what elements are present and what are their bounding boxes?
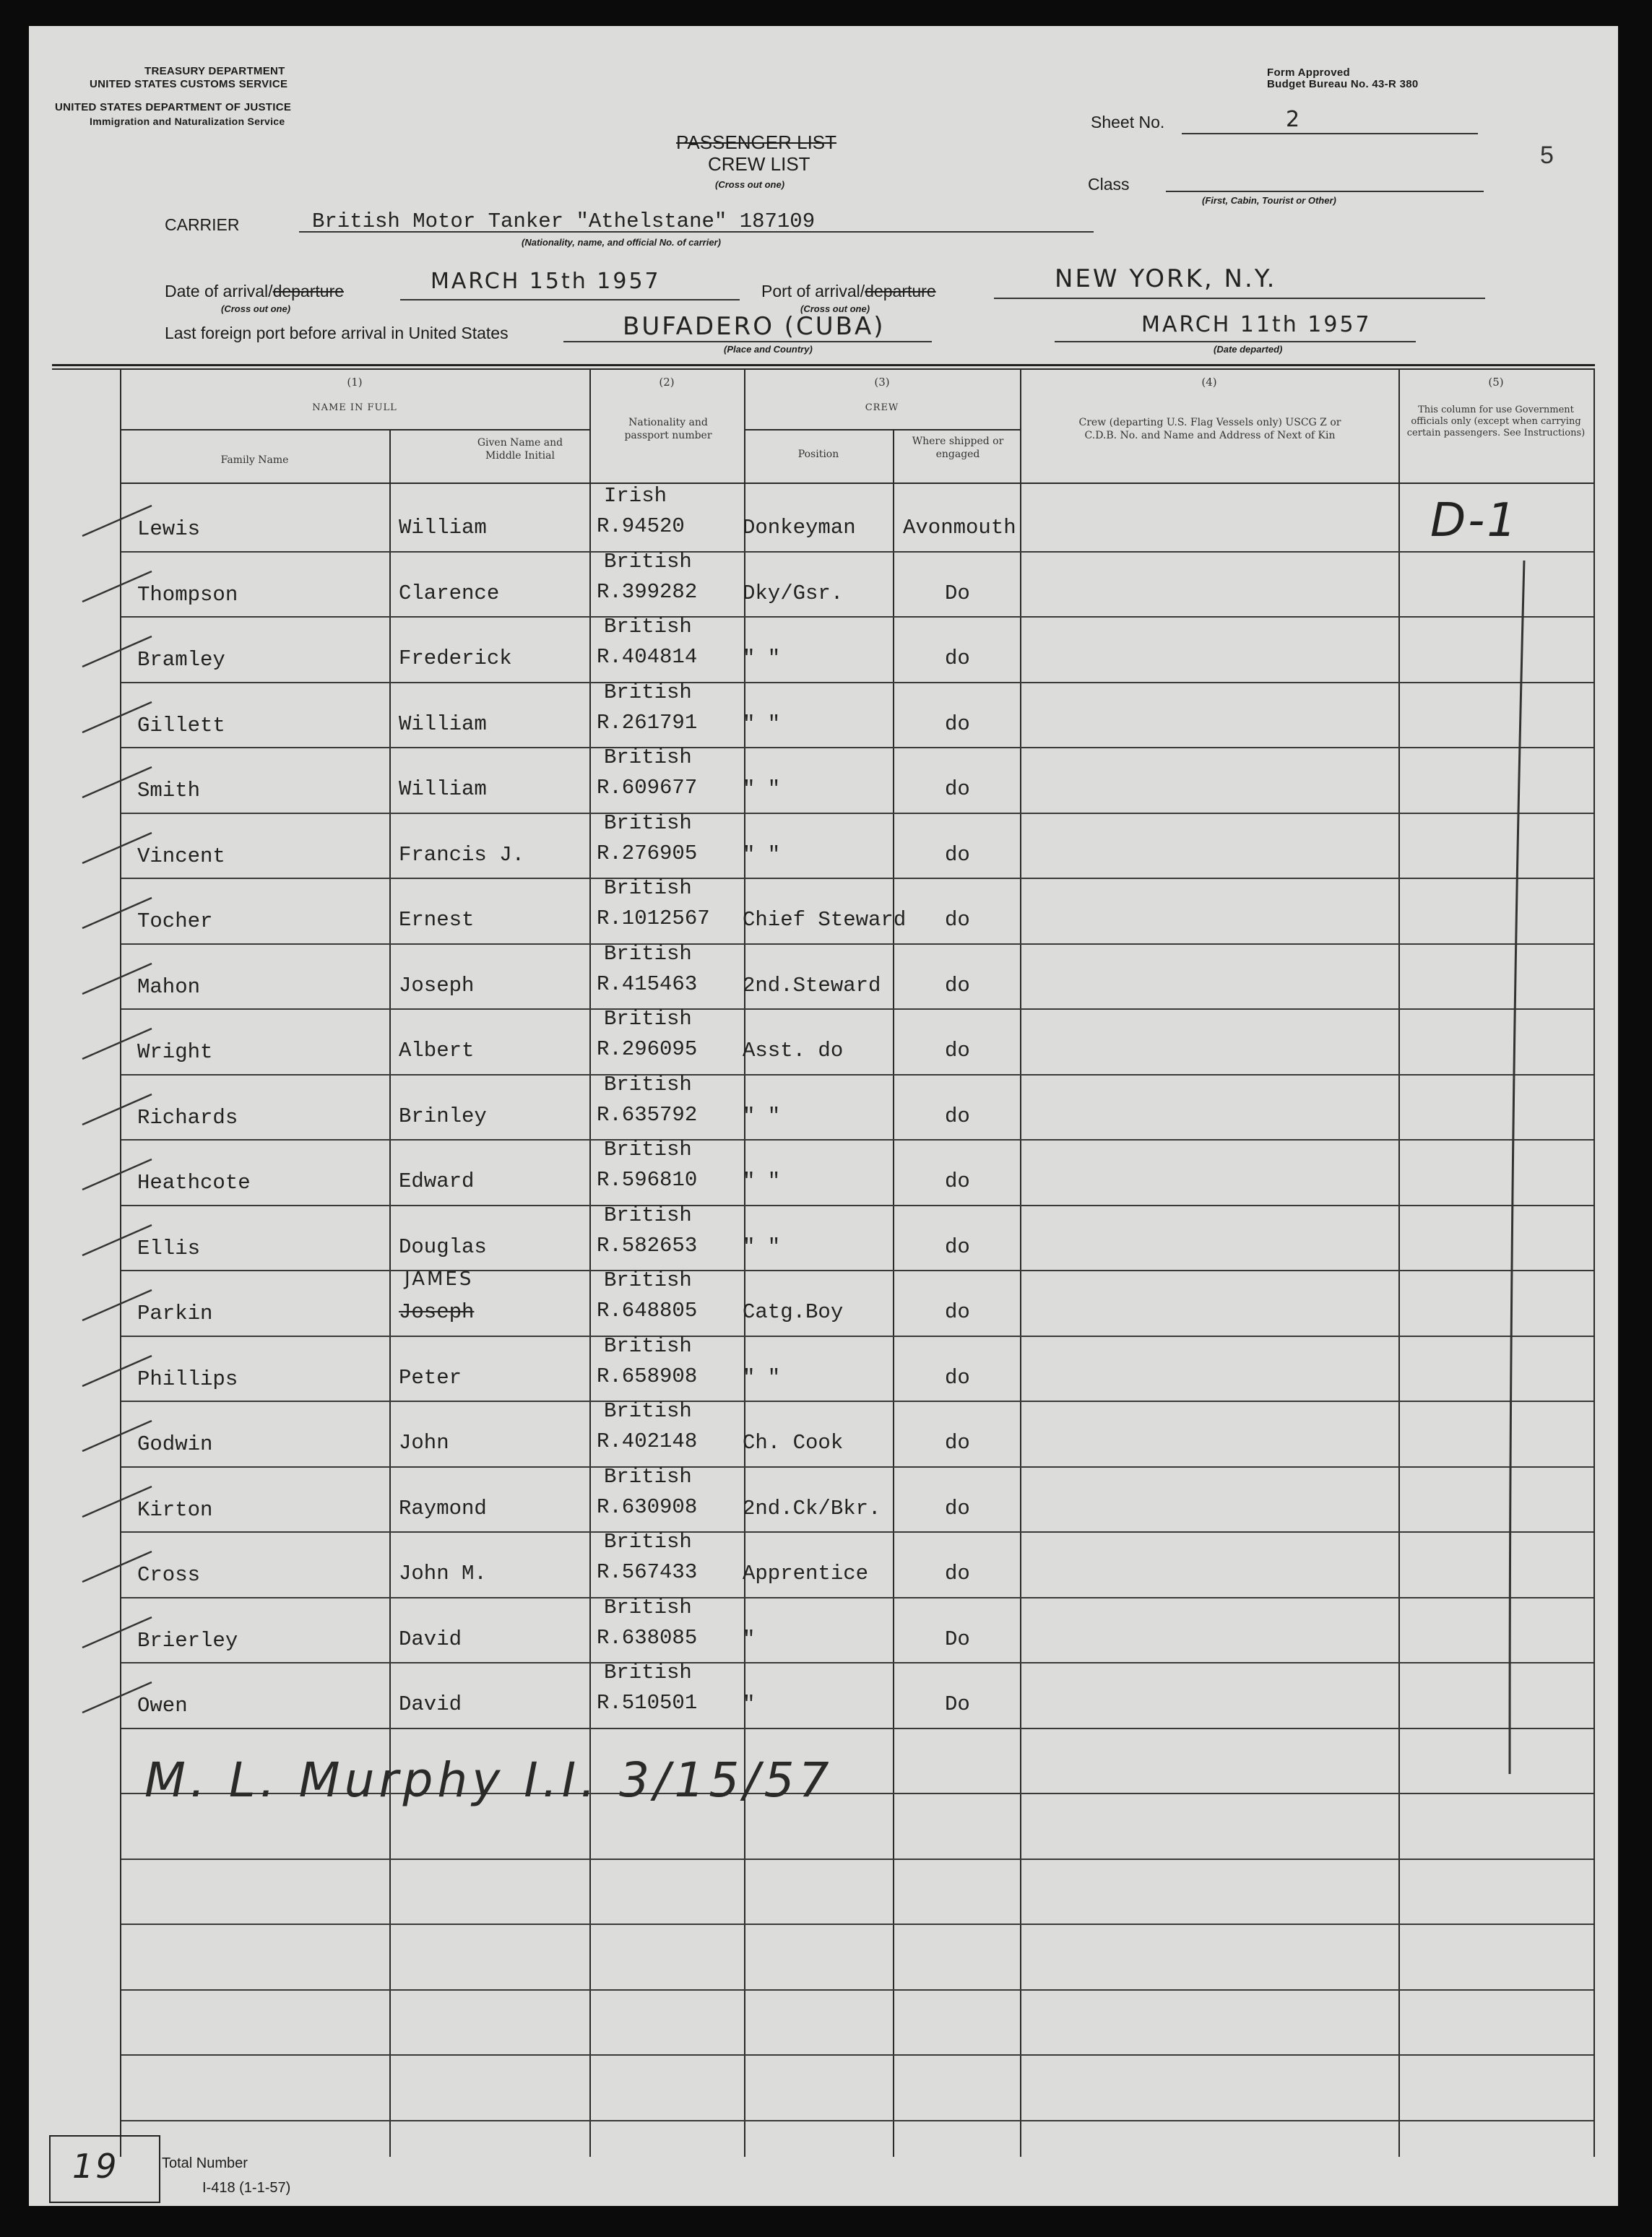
given-name: David bbox=[399, 1692, 462, 1716]
table-row-rule bbox=[121, 1466, 1593, 1468]
class-label: Class bbox=[1088, 175, 1130, 194]
form-approved: Form Approved bbox=[1267, 66, 1351, 79]
where-shipped: do bbox=[945, 1234, 970, 1259]
nationality: British bbox=[604, 549, 692, 574]
page-number: 5 bbox=[1540, 142, 1554, 169]
table-row-rule bbox=[121, 813, 1593, 814]
check-mark-icon bbox=[79, 1154, 159, 1197]
check-mark-icon bbox=[79, 1481, 159, 1524]
position: Apprentice bbox=[743, 1562, 869, 1585]
passport-number: R.261791 bbox=[597, 710, 698, 735]
position: Asst. do bbox=[743, 1039, 844, 1063]
where-shipped: do bbox=[945, 1039, 970, 1063]
place-hint: (Place and Country) bbox=[724, 344, 813, 355]
date-departed-hint: (Date departed) bbox=[1214, 344, 1283, 355]
crew-list-title: CREW LIST bbox=[708, 153, 810, 175]
date-underline bbox=[400, 299, 740, 300]
carrier-value: British Motor Tanker "Athelstane" 187109 bbox=[312, 209, 816, 233]
where-shipped: Do bbox=[945, 1627, 970, 1651]
family-name: Heathcote bbox=[137, 1171, 251, 1195]
where-shipped: do bbox=[945, 1104, 970, 1128]
col-border-family-given bbox=[389, 430, 391, 2157]
passport-number: R.399282 bbox=[597, 579, 698, 604]
given-name: William bbox=[399, 516, 487, 540]
given-name: William bbox=[399, 777, 487, 801]
col5-number: (5) bbox=[1488, 376, 1504, 389]
col4-number: (4) bbox=[1201, 376, 1217, 389]
col-border-2-3 bbox=[744, 368, 745, 2157]
nationality: British bbox=[604, 1464, 692, 1489]
nationality: British bbox=[604, 1333, 692, 1358]
passport-number: R.635792 bbox=[597, 1102, 698, 1127]
table-row-rule bbox=[121, 1401, 1593, 1402]
date-label bbox=[165, 282, 344, 301]
table-row-rule bbox=[121, 1336, 1593, 1337]
nationality: British bbox=[604, 745, 692, 769]
nationality: British bbox=[604, 941, 692, 966]
check-mark-icon bbox=[79, 1219, 159, 1263]
check-mark-icon bbox=[79, 761, 159, 805]
col3-number: (3) bbox=[874, 376, 890, 389]
where-shipped: do bbox=[945, 1431, 970, 1455]
col-border-3-4 bbox=[1020, 368, 1021, 2157]
sheet-number: 2 bbox=[1286, 107, 1302, 132]
col3-title: CREW bbox=[865, 402, 899, 413]
family-name: Cross bbox=[137, 1563, 201, 1587]
col-border-right bbox=[1593, 368, 1595, 2157]
check-mark-icon bbox=[79, 1611, 159, 1655]
nationality: British bbox=[604, 1007, 692, 1031]
table-row-rule bbox=[121, 1597, 1593, 1598]
family-name: Lewis bbox=[137, 517, 201, 541]
sheet-label: Sheet No. bbox=[1091, 113, 1165, 131]
where-shipped: do bbox=[945, 1300, 970, 1324]
passport-number: R.596810 bbox=[597, 1168, 698, 1192]
port-cross-hint: (Cross out one) bbox=[800, 303, 870, 314]
crew-list-form bbox=[29, 26, 1618, 2206]
col5-title: This column for use Government officials only (except when carrying certain passengers. See Instructions) bbox=[1406, 404, 1586, 438]
check-mark-icon bbox=[79, 1089, 159, 1132]
col-border-position-where bbox=[893, 430, 894, 2157]
where-shipped: Do bbox=[945, 1692, 970, 1716]
check-mark-icon bbox=[79, 1284, 159, 1328]
given-name: Raymond bbox=[399, 1496, 487, 1520]
position: " " bbox=[743, 1365, 781, 1390]
passport-number: R.415463 bbox=[597, 972, 698, 996]
family-name: Tocher bbox=[137, 909, 213, 933]
passenger-list-struck: PASSENGER LIST bbox=[676, 131, 837, 153]
agency-line-4: Immigration and Naturalization Service bbox=[90, 116, 285, 127]
sheet-underline bbox=[1182, 133, 1478, 134]
given-name: William bbox=[399, 711, 487, 736]
nationality: British bbox=[604, 1072, 692, 1096]
nationality: British bbox=[604, 1530, 692, 1554]
cross-out-hint: (Cross out one) bbox=[715, 179, 785, 190]
position: " bbox=[743, 1692, 756, 1716]
family-name: Vincent bbox=[137, 844, 225, 868]
passport-number: R.582653 bbox=[597, 1233, 698, 1258]
carrier-hint: (Nationality, name, and official No. of carrier) bbox=[522, 237, 721, 248]
where-shipped: do bbox=[945, 1365, 970, 1390]
nationality: British bbox=[604, 615, 692, 639]
date-value: MARCH 15th 1957 bbox=[431, 269, 661, 294]
col-given-name: Given Name and Middle Initial bbox=[477, 437, 563, 462]
table-row-rule bbox=[121, 1270, 1593, 1271]
position: Catg.Boy bbox=[743, 1300, 844, 1324]
check-mark-icon bbox=[79, 1546, 159, 1589]
given-name: Ernest bbox=[399, 908, 475, 932]
family-name: Ellis bbox=[137, 1236, 201, 1260]
check-mark-icon bbox=[79, 566, 159, 609]
table-row-rule bbox=[121, 1531, 1593, 1533]
officer-signature: M. L. Murphy I.I. 3/15/57 bbox=[144, 1752, 834, 1808]
position: " " bbox=[743, 1234, 781, 1259]
family-name: Owen bbox=[137, 1694, 188, 1718]
where-shipped: do bbox=[945, 973, 970, 998]
col1-number: (1) bbox=[347, 376, 363, 389]
col-where-shipped: Where shipped or engaged bbox=[912, 436, 1004, 460]
date-departed-underline bbox=[1055, 341, 1416, 342]
total-number-label: Total Number bbox=[162, 2155, 248, 2171]
port-label bbox=[761, 282, 936, 301]
check-mark-icon bbox=[79, 1350, 159, 1393]
table-row-rule bbox=[121, 1662, 1593, 1663]
given-name: Clarence bbox=[399, 581, 500, 605]
table-row-rule bbox=[121, 616, 1593, 618]
position: " " bbox=[743, 1104, 781, 1128]
passport-number: R.567433 bbox=[597, 1560, 698, 1584]
passport-number: R.658908 bbox=[597, 1364, 698, 1388]
family-name: Phillips bbox=[137, 1367, 238, 1391]
given-name: John bbox=[399, 1431, 449, 1455]
col-border-4-5 bbox=[1398, 368, 1400, 2157]
position: " " bbox=[743, 711, 781, 736]
check-mark-icon bbox=[79, 500, 159, 543]
position: " " bbox=[743, 1169, 781, 1193]
passport-number: R.630908 bbox=[597, 1494, 698, 1519]
check-mark-icon bbox=[79, 1023, 159, 1066]
where-shipped: do bbox=[945, 842, 970, 867]
given-name: Joseph bbox=[399, 1300, 475, 1324]
family-name: Wright bbox=[137, 1040, 213, 1064]
check-mark-icon bbox=[79, 631, 159, 674]
family-name: Brierley bbox=[137, 1628, 238, 1653]
passport-number: R.510501 bbox=[597, 1691, 698, 1715]
family-name: Mahon bbox=[137, 974, 201, 999]
given-name: Brinley bbox=[399, 1104, 487, 1128]
where-shipped: do bbox=[945, 711, 970, 736]
table-row-rule bbox=[121, 551, 1593, 553]
given-name: Peter bbox=[399, 1365, 462, 1390]
given-name: Frederick bbox=[399, 646, 512, 670]
check-mark-icon bbox=[79, 696, 159, 740]
given-name: David bbox=[399, 1627, 462, 1651]
where-shipped: do bbox=[945, 1169, 970, 1193]
table-top-rule-2 bbox=[52, 368, 1595, 370]
date-label-struck: departure bbox=[272, 282, 345, 300]
carrier-label: CARRIER bbox=[165, 215, 240, 234]
family-name: Kirton bbox=[137, 1497, 213, 1522]
agency-line-1: TREASURY DEPARTMENT bbox=[144, 65, 285, 77]
table-row-rule bbox=[121, 943, 1593, 945]
given-name: Francis J. bbox=[399, 842, 525, 867]
col2-number: (2) bbox=[659, 376, 675, 389]
where-shipped: do bbox=[945, 908, 970, 932]
date-cross-hint: (Cross out one) bbox=[221, 303, 291, 314]
table-row-rule bbox=[121, 2054, 1593, 2056]
class-hint: (First, Cabin, Tourist or Other) bbox=[1202, 195, 1336, 206]
where-shipped: do bbox=[945, 777, 970, 801]
nationality: British bbox=[604, 680, 692, 704]
col2-title: Nationality and passport number bbox=[624, 417, 712, 441]
position: " " bbox=[743, 777, 781, 801]
col1-title: NAME IN FULL bbox=[312, 402, 397, 413]
port-label-prefix: Port of arrival/ bbox=[761, 282, 865, 300]
family-name: Parkin bbox=[137, 1302, 213, 1325]
budget-bureau: Budget Bureau No. 43-R 380 bbox=[1267, 78, 1419, 90]
position: " " bbox=[743, 842, 781, 867]
table-top-rule-1 bbox=[52, 364, 1595, 366]
where-shipped: Avonmouth bbox=[903, 516, 1016, 540]
table-row-rule bbox=[121, 1989, 1593, 1991]
header-sub-rule-3 bbox=[744, 429, 1020, 430]
position: Chief Steward bbox=[743, 908, 907, 932]
check-mark-icon bbox=[79, 1415, 159, 1458]
table-row-rule bbox=[121, 1074, 1593, 1076]
where-shipped: do bbox=[945, 646, 970, 670]
nationality: British bbox=[604, 1138, 692, 1161]
table-row-rule bbox=[121, 1139, 1593, 1141]
family-name: Thompson bbox=[137, 582, 238, 607]
position: Dky/Gsr. bbox=[743, 581, 844, 605]
position: 2nd.Ck/Bkr. bbox=[743, 1496, 881, 1520]
nationality: British bbox=[604, 1661, 692, 1684]
table-row-rule bbox=[121, 682, 1593, 683]
family-name: Richards bbox=[137, 1105, 238, 1130]
agency-line-3: UNITED STATES DEPARTMENT OF JUSTICE bbox=[55, 101, 292, 113]
table-row-rule bbox=[121, 1205, 1593, 1206]
position: " bbox=[743, 1627, 756, 1651]
class-underline bbox=[1166, 191, 1484, 192]
table-row-rule bbox=[121, 1924, 1593, 1925]
nationality: British bbox=[604, 876, 692, 900]
given-name-correction: JAMES bbox=[405, 1268, 474, 1290]
check-mark-icon bbox=[79, 827, 159, 870]
nationality: British bbox=[604, 1399, 692, 1423]
where-shipped: do bbox=[945, 1496, 970, 1520]
where-shipped: Do bbox=[945, 581, 970, 605]
date-departed-value: MARCH 11th 1957 bbox=[1141, 312, 1372, 337]
passport-number: R.296095 bbox=[597, 1037, 698, 1061]
passport-number: R.94520 bbox=[597, 514, 685, 538]
position: Donkeyman bbox=[743, 516, 856, 540]
passport-number: R.609677 bbox=[597, 776, 698, 800]
family-name: Godwin bbox=[137, 1432, 213, 1456]
port-underline bbox=[994, 298, 1485, 299]
position: 2nd.Steward bbox=[743, 973, 881, 998]
given-name: Edward bbox=[399, 1169, 475, 1193]
given-name: Joseph bbox=[399, 973, 475, 998]
nationality: Irish bbox=[604, 484, 667, 508]
nationality: British bbox=[604, 1203, 692, 1227]
passport-number: R.402148 bbox=[597, 1429, 698, 1453]
port-label-struck: departure bbox=[865, 282, 936, 300]
table-row-rule bbox=[121, 1859, 1593, 1860]
table-row-rule bbox=[121, 747, 1593, 748]
given-name: John M. bbox=[399, 1562, 487, 1585]
family-name: Smith bbox=[137, 779, 201, 802]
form-code: I-418 (1-1-57) bbox=[202, 2180, 291, 2196]
table-row-rule bbox=[121, 2120, 1593, 2121]
position: Ch. Cook bbox=[743, 1431, 844, 1455]
table-row-rule bbox=[121, 1008, 1593, 1010]
date-label-prefix: Date of arrival/ bbox=[165, 282, 273, 300]
header-sub-rule-1 bbox=[120, 429, 589, 430]
passport-number: R.648805 bbox=[597, 1299, 698, 1323]
where-shipped: do bbox=[945, 1562, 970, 1585]
col-position: Position bbox=[797, 449, 839, 460]
total-number-value: 19 bbox=[72, 2147, 119, 2186]
nationality: British bbox=[604, 1595, 692, 1619]
agency-line-2: UNITED STATES CUSTOMS SERVICE bbox=[90, 78, 288, 90]
given-name: Douglas bbox=[399, 1234, 487, 1259]
passport-number: R.638085 bbox=[597, 1625, 698, 1650]
last-port-underline bbox=[563, 341, 932, 342]
col-family-name: Family Name bbox=[220, 454, 289, 466]
nationality: British bbox=[604, 1268, 692, 1292]
last-port-label: Last foreign port before arrival in United States bbox=[165, 324, 509, 342]
passport-number: R.276905 bbox=[597, 841, 698, 865]
check-mark-icon bbox=[79, 892, 159, 935]
port-value: NEW YORK, N.Y. bbox=[1055, 264, 1277, 293]
passport-number: R.1012567 bbox=[597, 907, 710, 930]
col-border-1-2 bbox=[589, 368, 591, 2157]
check-mark-icon bbox=[79, 958, 159, 1001]
check-mark-icon bbox=[79, 1676, 159, 1720]
header-bottom-rule bbox=[120, 483, 1593, 484]
last-port-value: BUFADERO (CUBA) bbox=[623, 312, 886, 341]
column5-mark: D-1 bbox=[1430, 494, 1519, 548]
col4-title: Crew (departing U.S. Flag Vessels only) USCG Z or C.D.B. No. and Name and Address of Next of Kin bbox=[1078, 417, 1341, 441]
table-row-rule bbox=[121, 1728, 1593, 1729]
family-name: Gillett bbox=[137, 713, 225, 737]
nationality: British bbox=[604, 810, 692, 835]
family-name: Bramley bbox=[137, 648, 225, 672]
table-row-rule bbox=[121, 878, 1593, 879]
column5-handwritten-line bbox=[1502, 553, 1531, 1781]
position: " " bbox=[743, 646, 781, 670]
passport-number: R.404814 bbox=[597, 645, 698, 669]
given-name: Albert bbox=[399, 1039, 475, 1063]
